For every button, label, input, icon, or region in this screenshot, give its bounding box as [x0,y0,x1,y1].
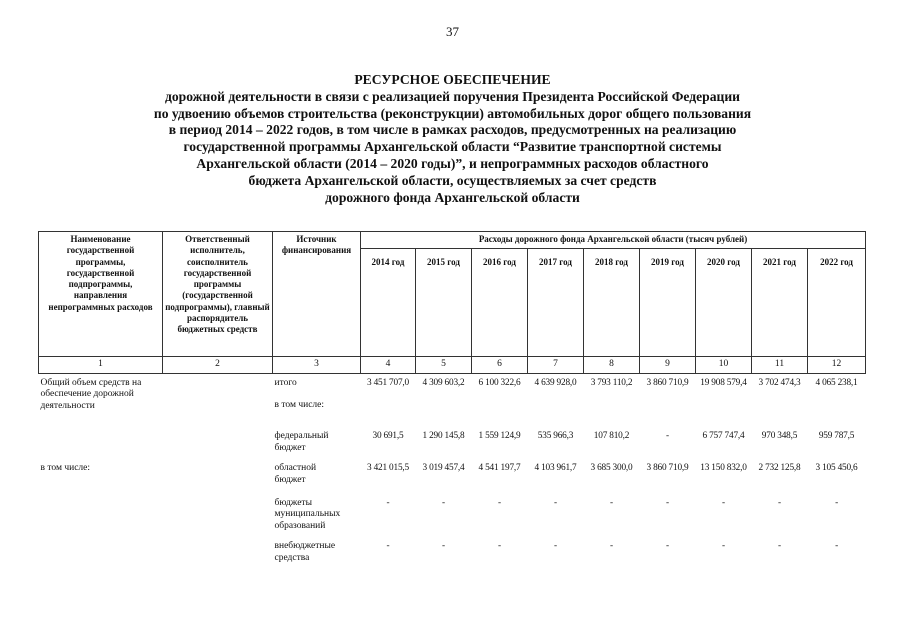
table-row [39,455,866,487]
row-value: 107 810,2 [593,431,630,442]
header-year: 2019 год [640,249,696,357]
row-value: - [554,541,557,552]
header-year: 2016 год [472,249,528,357]
row-value: 6 100 322,6 [478,377,521,388]
row-value: 3 105 450,6 [815,463,858,474]
row-value: 13 150 832,0 [700,463,747,474]
page-number: 37 [446,24,459,39]
title-line: Архангельской области (2014 – 2020 годы)”, и непрограммных расходов областного [196,155,709,171]
row-value [752,390,808,423]
row-value: - [666,541,669,552]
row-value: 3 421 015,5 [367,463,409,474]
row-value: - [554,497,557,508]
column-number: 3 [273,357,361,374]
row-value: - [610,497,613,508]
row-name: в том числе: [40,463,91,474]
row-value [361,390,416,423]
table-row [39,373,866,390]
row-value: 4 309 603,2 [422,377,465,388]
header-responsible: Ответственный исполнитель, соисполнитель государственной программы (государственной подпрограммы), главный распорядитель бюджетных средств [163,232,273,357]
row-value: 3 860 710,9 [646,377,689,388]
row-name [39,533,163,565]
column-number: 10 [696,357,752,374]
row-value [472,390,528,423]
row-value: - [778,541,781,552]
row-value [640,390,696,423]
row-value: - [498,541,501,552]
row-value: 6 757 747,4 [702,431,745,442]
row-value: 2 732 125,8 [758,463,801,474]
row-value: - [778,497,781,508]
row-name: Общий объем средств на обеспечение дорожной деятельности [40,377,142,411]
row-source: итого [274,377,297,388]
row-value: 535 966,3 [537,431,574,442]
row-value: - [722,497,725,508]
row-value: - [666,431,669,442]
row-value: 3 860 710,9 [646,463,689,474]
title-line: в период 2014 – 2022 годов, в том числе в рамках расходов, предусмотренных на реализацию [168,122,737,138]
title-line: бюджета Архангельской области, осуществляемых за счет средств [248,172,657,188]
title-line: дорожной деятельности в связи с реализацией поручения Президента Российской Федерации [164,88,740,104]
row-value: 3 685 300,0 [590,463,633,474]
column-number: 6 [472,357,528,374]
row-value: - [835,541,838,552]
row-value: 970 348,5 [761,431,798,442]
table-row [39,488,866,534]
row-value: - [386,497,390,508]
table-row [39,423,866,455]
column-number-row [39,357,866,374]
row-value [808,390,866,423]
row-value: 4 065 238,1 [815,377,858,388]
row-value [584,390,640,423]
header-year: 2014 год [361,249,416,357]
row-value: - [442,541,445,552]
title-line: государственной программы Архангельской области “Развитие транспортной системы [183,139,722,155]
row-value [696,390,752,423]
row-value: 4 541 197,7 [478,463,521,474]
row-value: 4 103 961,7 [534,463,577,474]
row-value: 30 691,5 [372,431,404,442]
column-number: 5 [416,357,472,374]
row-value: 3 451 707,0 [367,377,409,388]
row-value: - [498,497,501,508]
header-year: 2020 год [696,249,752,357]
column-number: 4 [361,357,416,374]
row-source: в том числе: [274,400,325,411]
header-name: Наименование государственной программы, государственной подпрограммы, направления непрограммных расходов [39,232,163,357]
row-value: 1 559 124,9 [478,431,521,442]
row-source: областной бюджет [274,463,317,485]
header-year: 2017 год [528,249,584,357]
column-number: 9 [640,357,696,374]
header-year: 2018 год [584,249,640,357]
column-number: 11 [752,357,808,374]
header-expenses: Расходы дорожного фонда Архангельской области (тысяч рублей) [361,232,866,249]
header-year: 2021 год [752,249,808,357]
header-year: 2022 год [808,249,866,357]
table-row [39,533,866,565]
column-number: 12 [808,357,866,374]
table-row [39,390,866,423]
row-name [39,423,163,455]
row-value: 3 019 457,4 [422,463,465,474]
header-source: Источник финансирования [273,232,361,357]
row-source: федеральный бюджет [274,431,329,453]
column-number: 7 [528,357,584,374]
row-value [416,390,472,423]
row-value: - [835,497,838,508]
row-source: внебюджетные средства [274,541,336,563]
title-line: РЕСУРСНОЕ ОБЕСПЕЧЕНИЕ [354,72,551,87]
title-line: дорожного фонда Архангельской области [325,189,580,205]
row-value: 3 702 474,3 [758,377,801,388]
resource-table [38,231,866,566]
row-value: 1 290 145,8 [422,431,465,442]
row-value: 4 639 928,0 [534,377,577,388]
header-year: 2015 год [416,249,472,357]
row-value: - [386,541,390,552]
row-value: - [610,541,613,552]
row-value: - [666,497,669,508]
column-number: 8 [584,357,640,374]
row-value: - [442,497,445,508]
row-source: бюджеты муниципальных образований [274,497,341,531]
row-value: 3 793 110,2 [590,377,633,388]
row-value: - [722,541,725,552]
row-value [528,390,584,423]
column-number: 1 [39,357,163,374]
row-value: 959 787,5 [818,431,855,442]
row-name [39,488,163,534]
document-title [60,72,845,206]
column-number: 2 [163,357,273,374]
title-line: по удвоению объемов строительства (реконструкции) автомобильных дорог общего пользования [153,105,752,121]
row-value: 19 908 579,4 [700,377,747,388]
